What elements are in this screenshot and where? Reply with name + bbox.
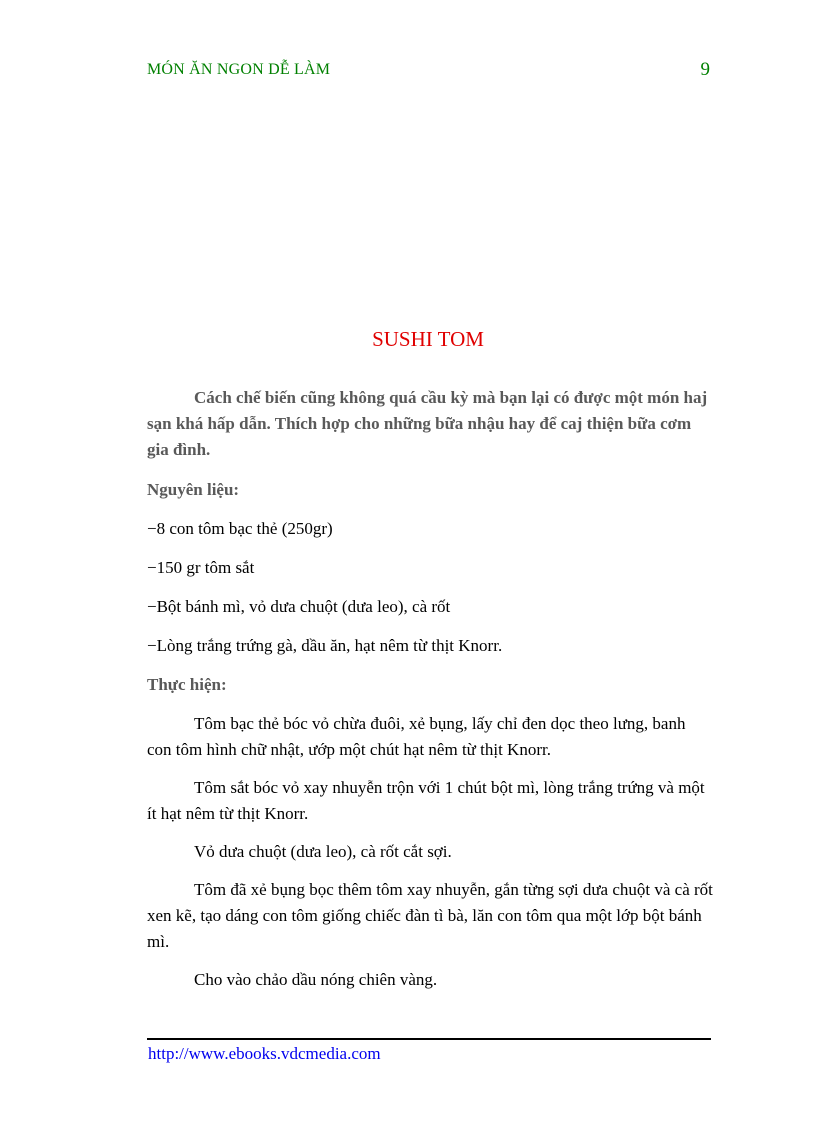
method-step: Tôm bạc thẻ bóc vỏ chừa đuôi, xẻ bụng, lấy chỉ đen dọc theo lưng, banh con tôm hình chữ nhật, ướp một chút hạt nêm từ thịt Knorr. [147,714,686,759]
footer-website-link[interactable]: http://www.ebooks.vdcmedia.com [148,1044,381,1063]
method-step: Cho vào chảo dầu nóng chiên vàng. [194,970,438,989]
footer-divider [147,1038,711,1040]
ingredient-item: −8 con tôm bạc thẻ (250gr) [147,519,333,538]
method-step: Tôm sắt bóc vỏ xay nhuyễn trộn với 1 chút bột mì, lòng trắng trứng và một ít hạt nêm từ thịt Knorr. [147,778,705,823]
running-header-title: MÓN ĂN NGON DỄ LÀM [147,61,331,78]
recipe-body [147,385,713,1005]
ingredient-item: −Bột bánh mì, vỏ dưa chuột (dưa leo), cà rốt [147,597,451,616]
method-heading: Thực hiện: [147,675,227,694]
ingredient-item: −150 gr tôm sắt [147,558,255,577]
method-step: Vỏ dưa chuột (dưa leo), cà rốt cắt sợi. [194,842,452,861]
recipe-intro: Cách chế biến cũng không quá cầu kỳ mà bạn lại có được một món haj sạn khá hấp dẫn. Thích hợp cho những bữa nhậu hay để caj thiện bữa cơm gia đình. [147,388,708,459]
page-number: 9 [700,59,710,80]
ingredient-item: −Lòng trắng trứng gà, dầu ăn, hạt nêm từ thịt Knorr. [147,636,503,655]
recipe-title: SUSHI TOM [372,327,484,351]
ingredients-heading: Nguyên liệu: [147,480,240,499]
method-step: Tôm đã xẻ bụng bọc thêm tôm xay nhuyễn, gắn từng sợi dưa chuột và cà rốt xen kẽ, tạo dáng con tôm giống chiếc đàn tì bà, lăn con tôm qua một lớp bột bánh mì. [147,880,713,951]
